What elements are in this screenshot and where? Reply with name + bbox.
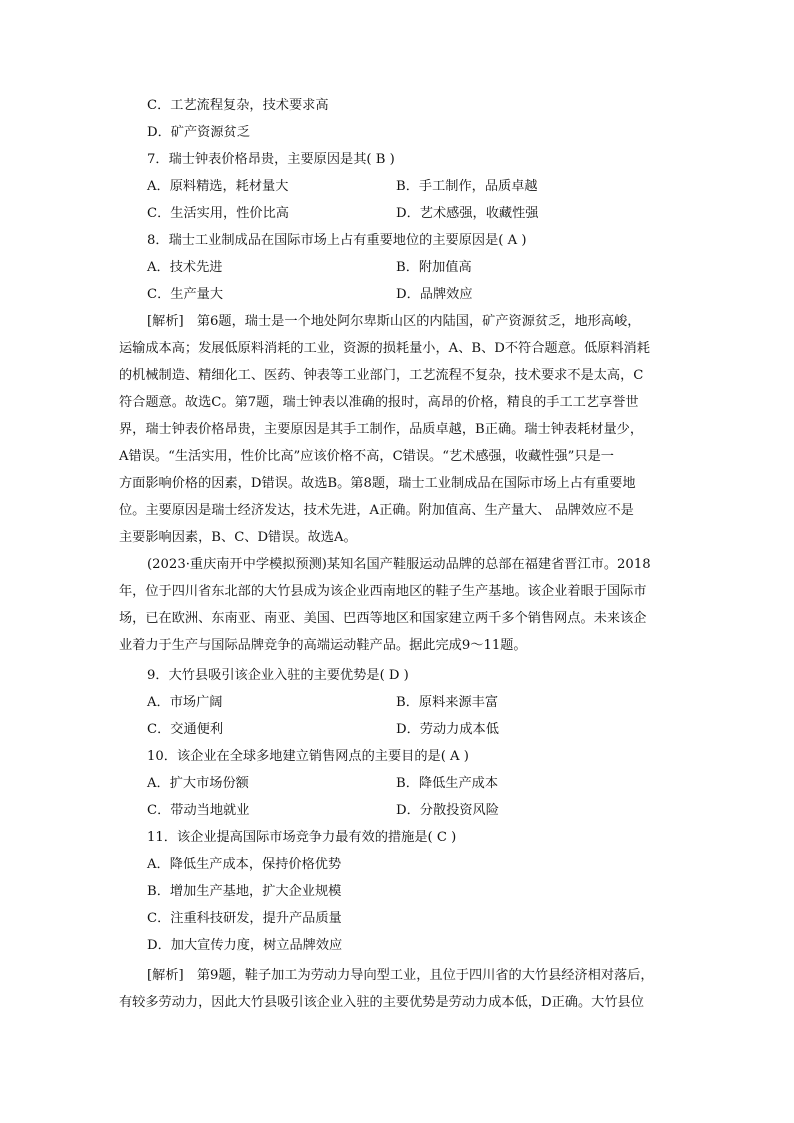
q9-option-d: D．劳动力成本低 bbox=[396, 722, 499, 737]
analysis-1-line-3: 的机械制造、精细化工、医药、钟表等工业部门，工艺流程不复杂，技术要求不是太高，C bbox=[119, 368, 644, 383]
material-line-3: 场，已在欧洲、东南亚、南亚、美国、巴西等地区和国家建立两千多个销售网点。未来该企 bbox=[119, 611, 647, 626]
material-line-4: 业着力于生产与国际品牌竞争的高端运动鞋产品。据此完成9～11题。 bbox=[119, 638, 527, 653]
q9-stem: 9．大竹县吸引该企业入驻的主要优势是( D ) bbox=[147, 668, 409, 683]
q9-option-b: B．原料来源丰富 bbox=[396, 695, 499, 710]
analysis-1-line-4: 符合题意。故选C。第7题，瑞士钟表以准确的报时，高昂的价格，精良的手工工艺享誉世 bbox=[119, 395, 639, 410]
analysis-1-line-6: A错误。“生活实用，性价比高”应该价格不高，C错误。“艺术感强，收藏性强”只是一 bbox=[119, 449, 614, 464]
q7-option-c: C．生活实用，性价比高 bbox=[147, 206, 289, 221]
q8-option-c: C．生产量大 bbox=[147, 287, 224, 302]
q11-option-d: D．加大宣传力度，树立品牌效应 bbox=[147, 938, 343, 953]
q8-option-a: A．技术先进 bbox=[147, 260, 223, 275]
analysis-1-line-9: 主要影响因素，B、C、D错误。故选A。 bbox=[119, 530, 357, 545]
q7-stem: 7．瑞士钟表价格昂贵，主要原因是其( B ) bbox=[147, 152, 395, 167]
analysis-1-line-1: [解析] 第6题，瑞士是一个地处阿尔卑斯山区的内陆国，矿产资源贫乏，地形高峻， bbox=[147, 314, 641, 329]
q11-option-a: A．降低生产成本，保持价格优势 bbox=[147, 857, 342, 872]
q11-option-b: B．增加生产基地，扩大企业规模 bbox=[147, 884, 342, 899]
q6-option-d: D．矿产资源贫乏 bbox=[147, 125, 250, 140]
material-line-2: 年，位于四川省东北部的大竹县成为该企业西南地区的鞋子生产基地。该企业着眼于国际市 bbox=[119, 584, 647, 599]
q11-stem: 11．该企业提高国际市场竞争力最有效的措施是( C ) bbox=[147, 830, 457, 845]
analysis-2-line-1: [解析] 第9题，鞋子加工为劳动力导向型工业，且位于四川省的大竹县经济相对落后， bbox=[147, 968, 654, 983]
analysis-1-line-5: 界，瑞士钟表价格昂贵，主要原因是其手工制作，品质卓越，B正确。瑞士钟表耗材量少， bbox=[119, 422, 643, 437]
material-line-1: (2023·重庆南开中学模拟预测)某知名国产鞋服运动品牌的总部在福建省晋江市。2018 bbox=[147, 557, 651, 572]
q7-option-a: A．原料精选，耗材量大 bbox=[147, 179, 289, 194]
q8-option-d: D．品牌效应 bbox=[396, 287, 473, 302]
analysis-1-line-2: 运输成本高；发展低原料消耗的工业，资源的损耗量小，A、B、D不符合题意。低原料消耗 bbox=[119, 341, 650, 356]
analysis-1-line-7: 方面影响价格的因素，D错误。故选B。第8题，瑞士工业制成品在国际市场上占有重要地 bbox=[119, 476, 636, 491]
q10-option-a: A．扩大市场份额 bbox=[147, 776, 249, 791]
q10-option-c: C．带动当地就业 bbox=[147, 803, 250, 818]
q6-option-c: C．工艺流程复杂，技术要求高 bbox=[147, 98, 329, 113]
q10-stem: 10．该企业在全球多地建立销售网点的主要目的是( A ) bbox=[147, 749, 469, 764]
q8-stem: 8．瑞士工业制成品在国际市场上占有重要地位的主要原因是( A ) bbox=[147, 233, 527, 248]
q11-option-c: C．注重科技研发，提升产品质量 bbox=[147, 911, 342, 926]
q9-option-a: A．市场广阔 bbox=[147, 695, 223, 710]
q7-option-d: D．艺术感强，收藏性强 bbox=[396, 206, 539, 221]
q7-option-b: B．手工制作，品质卓越 bbox=[396, 179, 538, 194]
q10-option-b: B．降低生产成本 bbox=[396, 776, 499, 791]
analysis-1-line-8: 位。主要原因是瑞士经济发达，技术先进，A正确。附加值高、生产量大、 品牌效应不是 bbox=[119, 503, 634, 518]
q9-option-c: C．交通便利 bbox=[147, 722, 224, 737]
q8-option-b: B．附加值高 bbox=[396, 260, 472, 275]
q10-option-d: D．分散投资风险 bbox=[396, 803, 499, 818]
analysis-2-line-2: 有较多劳动力，因此大竹县吸引该企业入驻的主要优势是劳动力成本低，D正确。大竹县位 bbox=[119, 995, 644, 1010]
